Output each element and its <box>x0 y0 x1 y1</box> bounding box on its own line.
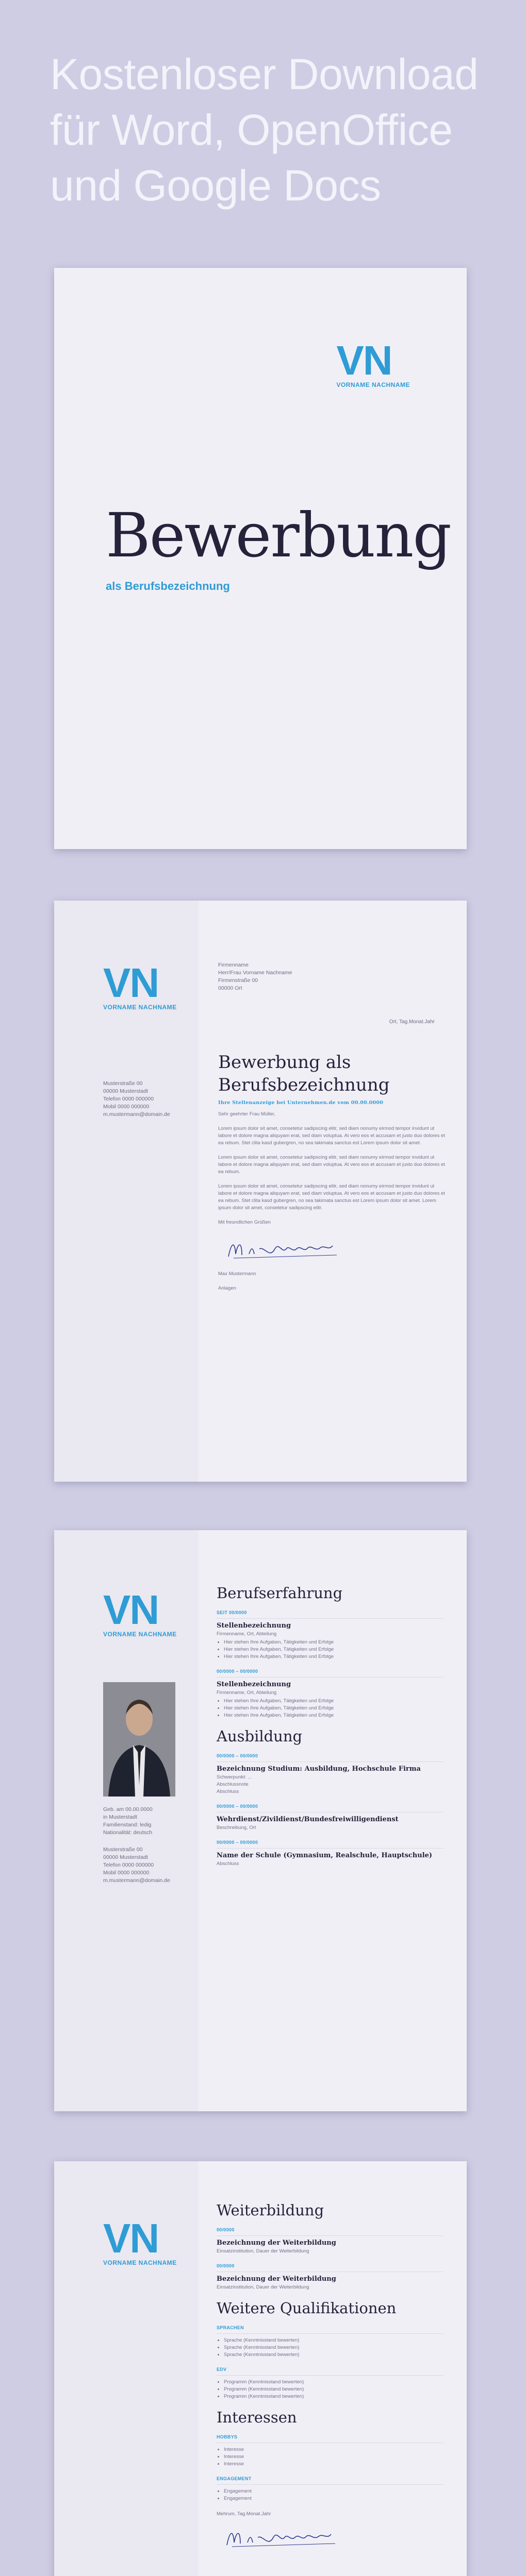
group-label: SPRACHEN <box>217 2325 244 2330</box>
recipient-line: Herr/Frau Vorname Nachname <box>218 970 292 976</box>
entry-meta: Abschluss <box>217 1861 239 1867</box>
recipient-line: 00000 Ort <box>218 985 242 991</box>
letter-paragraph: Lorem ipsum dolor sit amet, consetetur sadipscing elitr, sed diam nonumy eirmod tempor invidunt ut labore et dolore magna aliquyam erat, sed diam voluptua. At vero eos et accusam et justo duo dolores et ea rebum. <box>218 1155 445 1175</box>
education-entry <box>217 1753 443 1795</box>
entry-bullet: • Hier stehen Ihre Aufgaben, Tätigkeiten und Erfolge <box>224 1639 443 1646</box>
letter-title <box>218 1051 445 1107</box>
entry-date: 00/0000 – 00/0000 <box>217 1804 258 1809</box>
personal-line: in Musterstadt <box>103 1814 137 1820</box>
qualification-item: • Sprache (Kenntnisstand bewerten) <box>224 2337 443 2344</box>
entry-meta: Firmenname, Ort, Abteilung <box>217 1690 277 1696</box>
letter-paragraph: Lorem ipsum dolor sit amet, consetetur sadipscing elitr, sed diam nonumy eirmod tempor invidunt ut labore et dolore magna aliquyam erat, sed diam voluptua. At vero eos et accusam et justo duo dolores et ea rebum. Stet clita kasd gubergren, no sea takimata sanctus est Lorem ipsum dolor sit amet. <box>218 1126 445 1146</box>
letter-paragraph: Lorem ipsum dolor sit amet, consetetur sadipscing elitr, sed diam nonumy eirmod tempor invidunt ut labore et dolore magna aliquyam erat, sed diam voluptua. At vero eos et accusam et justo duo dolores et ea rebum. Stet clita kasd gubergren, no sea takimata sanctus est Lorem ipsum dolor sit amet. Lorem ipsum dolor sit amet, consetetur sadipscing elitr. <box>218 1183 445 1211</box>
divider <box>217 2235 443 2236</box>
letter-attachments: Anlagen <box>218 1285 236 1291</box>
cover-monogram <box>336 337 410 388</box>
entry-date: 00/0000 – 00/0000 <box>217 1753 258 1758</box>
entry-meta: Schwerpunkt: ... <box>217 1774 252 1780</box>
education-entry <box>217 1804 443 1832</box>
monogram-initials: VN <box>103 960 159 1006</box>
qualification-item: • Programm (Kenntnisstand bewerten) <box>224 2393 443 2400</box>
interests-heading: Interessen <box>217 2409 297 2426</box>
entry-title: Stellenbezeichnung <box>217 1622 291 1630</box>
qualifications-heading: Weitere Qualifikationen <box>217 2299 397 2317</box>
entry-title: Name der Schule (Gymnasium, Realschule, Hauptschule) <box>217 1852 433 1859</box>
letter-date: Ort, Tag.Monat.Jahr <box>389 1019 435 1025</box>
monogram-initials: VN <box>103 1587 159 1633</box>
entry-date: 00/0000 – 00/0000 <box>217 1669 258 1674</box>
qualification-item: • Programm (Kenntnisstand bewerten) <box>224 2379 443 2386</box>
qualification-item: • Sprache (Kenntnisstand bewerten) <box>224 2344 443 2351</box>
letter-closing: Mit freundlichen Grüßen <box>218 1219 271 1225</box>
divider <box>217 1618 443 1619</box>
cv-page <box>54 1530 467 2111</box>
education-entry <box>217 1840 443 1868</box>
entry-title: Bezeichnung Studium: Ausbildung, Hochschule Firma <box>217 1765 421 1773</box>
contact-line: Mobil 0000 000000 <box>103 1104 150 1110</box>
applicant-photo <box>103 1682 175 1797</box>
contact-line: Telefon 0000 000000 <box>103 1096 154 1102</box>
experience-entry <box>217 1610 443 1660</box>
signature-image <box>218 1233 445 1264</box>
recipient-line: Firmenname <box>218 962 249 968</box>
entry-bullet: • Hier stehen Ihre Aufgaben, Tätigkeiten und Erfolge <box>224 1646 443 1653</box>
letter-monogram <box>103 962 177 1011</box>
entry-date: SEIT 00/0000 <box>217 1610 247 1615</box>
hero-line-1: Kostenloser Download <box>50 50 479 98</box>
letter-title-line-2: Berufsbezeichnung <box>218 1075 390 1095</box>
entry-date: 00/0000 <box>217 2263 235 2268</box>
contact-line: Telefon 0000 000000 <box>103 1862 154 1868</box>
entry-bullet: • Hier stehen Ihre Aufgaben, Tätigkeiten und Erfolge <box>224 1698 443 1705</box>
place-date: Mehrum, Tag.Monat.Jahr <box>217 2511 271 2517</box>
divider <box>217 2333 443 2334</box>
cv-content <box>217 2201 443 2553</box>
entry-meta: Abschlussnote <box>217 1782 249 1787</box>
entry-meta: Abschluss <box>217 1789 239 1794</box>
divider <box>217 2484 443 2485</box>
experience-heading: Berufserfahrung <box>217 1584 343 1602</box>
cv-monogram <box>103 2215 177 2266</box>
letter-signer: Max Mustermann <box>218 1271 256 1277</box>
contact-line: 00000 Musterstadt <box>103 1088 148 1094</box>
interest-item: • Interesse <box>224 2461 443 2468</box>
monogram-name: VORNAME NACHNAME <box>103 2259 177 2266</box>
training-entry <box>217 2227 443 2255</box>
monogram-initials: VN <box>103 2215 159 2261</box>
cover-title: Bewerbung <box>106 500 451 571</box>
divider <box>217 2375 443 2376</box>
contact-line: m.mustermann@domain.de <box>103 1877 170 1884</box>
interest-item: • Interesse <box>224 2446 443 2453</box>
interest-item: • Engagement <box>224 2495 443 2502</box>
letter-salutation: Sehr geehrter Frau Müller, <box>218 1111 275 1117</box>
entry-bullet: • Hier stehen Ihre Aufgaben, Tätigkeiten und Erfolge <box>224 1653 443 1660</box>
contact-block <box>103 1080 170 1118</box>
recipient-block <box>218 961 435 992</box>
training-heading: Weiterbildung <box>217 2201 324 2219</box>
entry-date: 00/0000 – 00/0000 <box>217 1840 258 1845</box>
monogram-name: VORNAME NACHNAME <box>336 381 410 388</box>
contact-line: m.mustermann@domain.de <box>103 1111 170 1117</box>
interest-group <box>217 2476 443 2502</box>
contact-line: Musterstraße 00 <box>103 1080 143 1087</box>
qualification-group <box>217 2325 443 2359</box>
cv-monogram <box>103 1589 177 1638</box>
entry-meta: Firmenname, Ort, Abteilung <box>217 1631 277 1637</box>
personal-line: Nationalität: deutsch <box>103 1829 153 1836</box>
experience-entry <box>217 1669 443 1719</box>
training-entry <box>217 2263 443 2291</box>
entry-title: Wehrdienst/Zivildienst/Bundesfreiwilligendienst <box>217 1816 399 1823</box>
interest-group <box>217 2434 443 2468</box>
contact-line: 00000 Musterstadt <box>103 1854 148 1860</box>
letter-title-line-1: Bewerbung als <box>218 1052 351 1073</box>
cv-content <box>217 1584 443 1876</box>
entry-meta: Einsatzinstitution, Dauer der Weiterbildung <box>217 2248 309 2254</box>
entry-bullet: • Hier stehen Ihre Aufgaben, Tätigkeiten und Erfolge <box>224 1712 443 1719</box>
group-label: HOBBYS <box>217 2434 238 2439</box>
cover-page <box>54 268 467 849</box>
divider <box>217 1848 443 1849</box>
entry-meta: Einsatzinstitution, Dauer der Weiterbildung <box>217 2284 309 2290</box>
personal-line: Geb. am 00.00.0000 <box>103 1806 153 1812</box>
signature-image <box>217 2522 443 2553</box>
interest-item: • Interesse <box>224 2453 443 2461</box>
hero-line-2: für Word, OpenOffice <box>50 106 453 154</box>
hero-line-3: und Google Docs <box>50 161 381 210</box>
contact-line: Musterstraße 00 <box>103 1846 143 1853</box>
personal-details <box>103 1806 170 1885</box>
entry-meta: Beschreibung, Ort <box>217 1825 256 1831</box>
recipient-line: Firmenstraße 00 <box>218 977 258 984</box>
interest-item: • Engagement <box>224 2488 443 2495</box>
entry-title: Bezeichnung der Weiterbildung <box>217 2275 336 2283</box>
divider <box>217 1761 443 1762</box>
qualification-item: • Programm (Kenntnisstand bewerten) <box>224 2386 443 2393</box>
entry-bullet: • Hier stehen Ihre Aufgaben, Tätigkeiten und Erfolge <box>224 1705 443 1712</box>
letter-body <box>218 1111 445 1299</box>
contact-line: Mobil 0000 000000 <box>103 1870 150 1876</box>
qualification-item: • Sprache (Kenntnisstand bewerten) <box>224 2351 443 2359</box>
monogram-name: VORNAME NACHNAME <box>103 1004 177 1011</box>
cover-subtitle: als Berufsbezeichnung <box>106 580 230 592</box>
entry-title: Stellenbezeichnung <box>217 1681 291 1688</box>
entry-date: 00/0000 <box>217 2227 235 2232</box>
qualification-group <box>217 2367 443 2400</box>
personal-line: Familienstand: ledig <box>103 1822 152 1828</box>
monogram-initials: VN <box>336 337 392 383</box>
entry-title: Bezeichnung der Weiterbildung <box>217 2239 336 2247</box>
group-label: ENGAGEMENT <box>217 2476 252 2481</box>
monogram-name: VORNAME NACHNAME <box>103 1631 177 1638</box>
group-label: EDV <box>217 2367 227 2372</box>
hero-headline <box>50 46 504 213</box>
letter-page <box>54 901 467 1482</box>
letter-reference: Ihre Stellenanzeige bei Unternehmen.de vom 00.00.0000 <box>218 1100 384 1106</box>
cv-page-2 <box>54 2161 467 2576</box>
education-heading: Ausbildung <box>217 1727 303 1745</box>
